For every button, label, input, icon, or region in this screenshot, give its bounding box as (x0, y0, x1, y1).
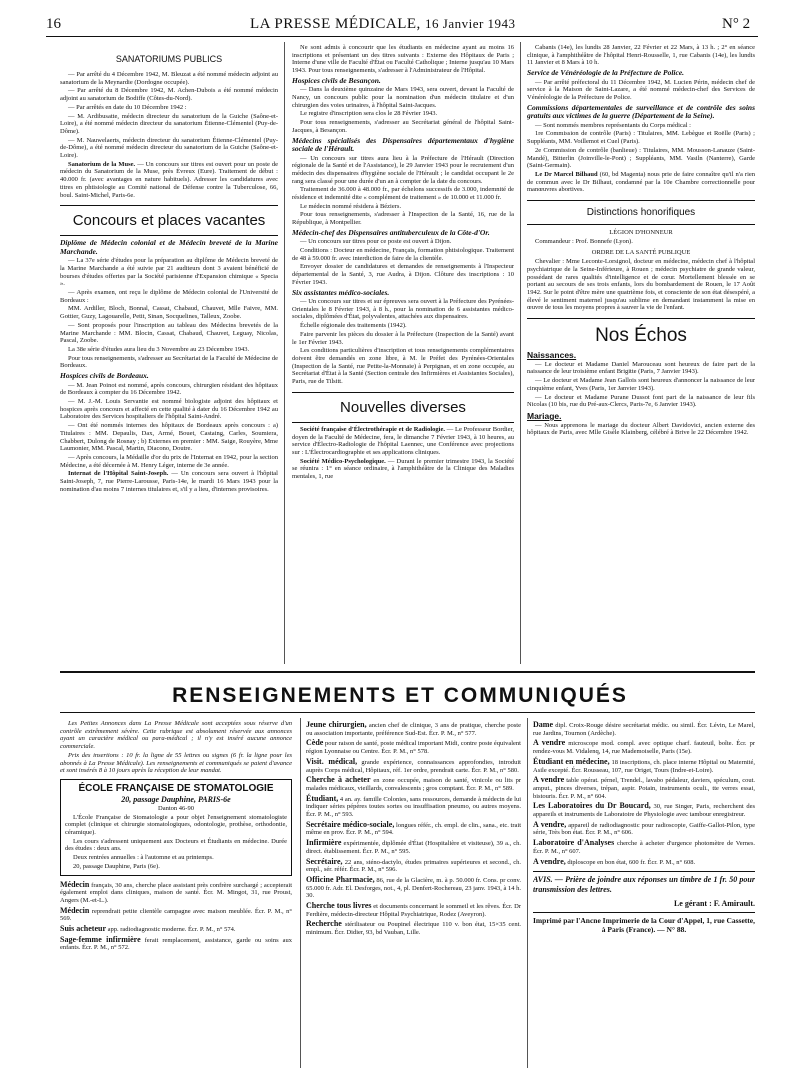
electro-title: Société française d'Électrothérapie et de Radiologie. (300, 425, 445, 433)
commissions-para: 1re Commission de contrôle (Paris) : Titulaires, MM. Lebègue et Roëlle (Paris) ; Suppléants, MM. Voillemot et Cuel (Paris). (527, 130, 755, 146)
annonce-text: 30, rue Singer, Paris, recherchent des appareils et instruments de Laboratoire de Physiologie avec tambour enregistreur. (533, 803, 755, 819)
annonce-item (306, 720, 521, 737)
bordeaux-heading: Hospices civils de Bordeaux. (60, 371, 149, 381)
cont-para: Cabanis (14e), les lundis 28 Janvier, 22 Février et 22 Mars, à 13 h. ; 2° en séance clinique, à l'amphithéâtre de l'hôpital Henri-Rousselle, 1, rue Cabanis (14e), les lundis 11 Janvier et 8 Mars à 10 h. (527, 44, 755, 67)
annonce-item (533, 820, 755, 837)
annonce-text: appareil de radiodiagnostic pour radioscopie, Gaiffe-Gallot-Pilon, type série, Très bon état. Écr. P. M., n° 606. (533, 821, 755, 837)
annonce-text: dipl. Croix-Rouge désire secrétariat médic. ou simil. Écr. Lévin, Le Marel, rue Jardins, Tournon (Ardèche). (533, 722, 755, 737)
annonce-text: et documents concernant le sommeil et les rêves. Écr. Dr Ferdière, médecin-directeur Hôpital Psychiatrique, Rodez (Aveyron). (306, 903, 521, 918)
annonces-column-2 (306, 720, 521, 1070)
section-rule (60, 235, 278, 236)
column-2 (292, 44, 514, 664)
column-divider (300, 718, 301, 1068)
annonce-text: app. radiodiagnostic moderne. Écr. P. M., n° 574. (107, 926, 236, 934)
ecole-para: 20, passage Dauphine, Paris (6e). (73, 862, 160, 870)
legion-heading: LÉGION D'HONNEUR (609, 229, 673, 237)
muse-item (60, 161, 278, 200)
avis-notice: AVIS. — Prière de joindre aux réponses un timbre de 1 fr. 50 pour transmission des lettres. (533, 875, 755, 894)
annonce-item (533, 857, 755, 867)
psycho-text: — Durant le premier trimestre 1943, la Société se réunira : 1° en séance ordinaire, à l'amphithéâtre de la Clinique des Maladies mentales, 1, rue (292, 457, 514, 481)
annonce-lead: Cherche tous livres (306, 901, 372, 911)
annonce-lead: A vendre, (533, 819, 567, 829)
commissions-para: 2e Commission de contrôle (banlieue) : Titulaires, MM. Mousson-Lanauze (Saint-Mandé), Bitterlin (Joinville-le-Pont) ; Suppléants, MM. Vasiln (Nanterre), Garde (Saint-Germain). (527, 146, 755, 170)
annonce-item (533, 720, 755, 737)
annonce-text: cherche à acheter d'urgence photomètre de Vernes. Écr. P. M., n° 607. (533, 840, 755, 855)
sante-text: Chevalier : Mme Leconte-Lorsignol, docteur en médecine, médecin chef à l'hôpital psychiatrique de la Seine-Inférieure, à Rouen ; médecin psychiatre de grande valeur, possédant de rares qualités d'intelligence et de cœur. Mortellement blessée en se portant au secours de ses trois enfants, lors du bombardement de Rouen, le 17 Août 1942. Sur le point d'être mère une quatrième fois, et consciente de son état désespéré, a élevé le sentiment maternel jusqu'au sublime en demandant instamment la mise en œuvre de tous les moyens propres à sauver la vie de l'enfant. (527, 258, 755, 312)
legion-text: Commandeur : Prof. Bonnefe (Lyon). (535, 237, 633, 245)
annonce-text: 22 ans, sténo-dactylo, études primaires supérieures et second., ch. empl., sér. référ. Écr. P. M., n° 596. (306, 858, 521, 874)
naissances-para: — Le docteur et Madame Daniel Marouceau sont heureux de faire part de la naissance de leur troisième enfant Brigitte (Paris, 7 Janvier 1943). (527, 360, 755, 376)
cotedor-heading: Médecin-chef des Dispensaires antituberculeux de la Côte-d'Or. (292, 227, 490, 237)
sanatoriums-heading: SANATORIUMS PUBLICS (115, 54, 223, 64)
annonce-item (533, 738, 755, 755)
annonce-text: 86, rue de la Glacière, m. à p. 50.000 fr. Cons. pr conv. 65.000 fr. Adr. El. Desforges, not., 4, pl. Denfert-Rochereau, 23 janv. 1943, à 14 h. 30. (306, 876, 521, 900)
section-rule (527, 318, 755, 319)
band-rule-top (60, 671, 755, 673)
electro-text: — Le Professeur Bordier, doyen de la Faculté de Médecine, fera, le dimanche 7 Février 1943, à 10 heures, au service d'Électro-Radiologie de l'hôpital Laennec, une Conférence avec projections sur : L'Électrocardiographie et ses applications cliniques. (292, 425, 514, 456)
sanatoriums-para: — M. Ardibusatte, médecin directeur du sanatorium de la Guiche (Saône-et-Loire), a été nommé médecin directeur du sanatorium Étienne-Clémentel (Puy-de-Dôme). (60, 112, 278, 135)
annonce-text: pour raison de santé, poste médical important Midi, contre poste équivalent région Lyonnaise ou Centre. Écr. P. M., n° 578. (306, 740, 521, 756)
annonce-text: 4 an. ay. famille Colonies, sans ressources, demande à médecin de lui indiquer séries pépères toutes sortes ou insuffisation pneumo, ou autres moyens. Écr. P. M., n° 593. (306, 795, 521, 819)
mariage-text: — Nous apprenons le mariage du docteur Albert Davidovici, ancien externe des hôpitaux de Paris, avec Mlle Gisèle Klainberg, célébré à Brive le 22 Décembre 1942. (527, 421, 755, 437)
annonce-lead: Recherche (306, 919, 342, 929)
annonce-item (60, 935, 292, 952)
concours-heading: Concours et places vacantes (72, 212, 266, 230)
commissions-para: — Sont nommés membres représentants du Corps médical : (535, 121, 691, 129)
intro-para: Ne sont admis à concourir que les étudiants en médecine ayant au moins 16 inscriptions et présentant un des titres suivants : Externe des Hôpitaux de Paris ; Interne d'une ville de Faculté d'État ou Faculté Catholique ; Interne jusqu'au 10 Mars 1943. Pour tous renseignements, s'adresser à l'Administrateur de l'Hôpital. (292, 44, 514, 75)
annonce-item (306, 901, 521, 918)
annonce-text: expérimentée, diplômée d'État (Hospitalière et visiteuse), 39 a., ch. direct. établissement. Écr. P. M., n° 595. (306, 840, 521, 855)
sante-heading: ORDRE DE LA SANTÉ PUBLIQUE (591, 249, 691, 257)
annonce-text: table opérat. pérnel, Trendel., lavabo pédaleur, daviers, spéculum, cout. amput., pinces diverses, trépan, aspir. Potain, instruments oculi., tte verres essai, bistouris. Écr. P. M., n° 604. (533, 777, 755, 800)
annonce-text: stérilisateur ou Poupinel électrique 110 v. bon état, 15×35 cent. minimum. Écr. Didier, 93, bd Vauban, Lille. (306, 921, 521, 937)
saintjoseph-text: — Un concours sera ouvert à l'hôpital Saint-Joseph, 7, rue Pierre-Larousse, Paris-14e, le mardi 16 Mars 1943 pour la nomination d'au moins 7 internes titulaires et, s'il y a lieu, d'internes provisoires. (60, 470, 278, 493)
annonce-lead: Étudiant, (306, 793, 339, 803)
annonce-item (533, 838, 755, 855)
besancon-para: — Dans la deuxième quinzaine de Mars 1943, sera ouvert, devant la Faculté de Nancy, un concours public pour la nomination d'un médecin titulaire et d'un chirurgien des voies urinaires, à l'hôpital Saint-Jacques. (292, 86, 514, 109)
page-number: 16 (46, 16, 61, 32)
saintjoseph-item (60, 470, 278, 493)
six-assistantes-heading: Six assistantes médico-sociales. (292, 287, 390, 297)
annonce-text: ancien chef de clinique, 3 ans de pratique, cherche poste ou association importante, préférence Sud-Est. Écr. P. M., n° 577. (306, 722, 521, 737)
section-rule (533, 912, 755, 913)
column-divider (520, 42, 521, 664)
annonce-item (533, 801, 755, 818)
ecole-para: L'École Française de Stomatologie a pour objet l'enseignement stomatologiste complet (clinique et chirurgie stomatologiques, odontologie, prothèse, orthodontie, céramique). (65, 813, 287, 837)
diplome-para: — Après examen, ont reçu le diplôme de Médecin colonial de l'Université de Bordeaux : (60, 289, 278, 304)
imprime-line: Imprimé par l'Ancne Imprimerie de la Cour d'Appel, 1, rue Cassette, à Paris (France). — N° 88. (533, 915, 755, 934)
herault-para: Pour tous renseignements, s'adresser à l'Inspection de la Santé, 16, rue de la République, à Montpellier. (292, 211, 514, 227)
diplome-para: — La 37e série d'études pour la préparation au diplôme de Médecin breveté de la Marine Marchande a été suivie par 21 auditeurs dont 3 avaient bénéficié de bourses d'études offertes par la Société parisienne d'Expansion chimique « Specia ». (60, 257, 278, 288)
annonces-intro: Les Petites Annonces dans La Presse Médicale sont acceptées sous réserve d'un contrôle extrêmement sévère. Cette rubrique est absolument réservée aux annonces ayant un caractère médical ou para-médical ; il n'y est inséré aucune annonce commerciale. (60, 720, 292, 751)
issue-number: N° 2 (722, 16, 751, 32)
veneriologie-heading: Service de Vénéréologie de la Préfecture de Police. (527, 68, 685, 78)
six-assistantes-para: Faire parvenir les pièces du dossier à la Préfecture (Inspection de la Santé) avant le 1er Février 1943. (292, 330, 514, 346)
annonce-lead: Étudiant en médecine, (533, 756, 610, 766)
annonce-lead: Dame (533, 720, 553, 729)
annonce-lead: Officine Pharmacie, (306, 874, 375, 884)
bordeaux-para: — M. J.-M. Louis Servantie est nommé biologiste adjoint des hôpitaux et hospices après concours et affecté en cette qualité à dater du 16 Décembre 1942 au Laboratoire des Services hospitaliers de l'hôpital Saint-André. (60, 398, 278, 421)
annonce-item (60, 906, 292, 923)
herault-para: — Un concours sur titres aura lieu à la Préfecture de l'Hérault (Direction régionale de la Santé et de l'Assistance), le 29 Janvier 1943 pour le recrutement d'un médecin des dispensaires d'hygiène sociale de l'Hérault ; le candidat occupant le 2e rang sera classé pour une durée d'un an à compter de la date du concours. (292, 154, 514, 185)
bordeaux-para: — M. Jean Poinot est nommé, après concours, chirurgien résidant des hôpitaux de Bordeaux à compter du 16 Décembre 1942. (60, 381, 278, 397)
gerant-line: Le gérant : F. Amirault. (673, 899, 755, 909)
section-rule (60, 205, 278, 206)
section-rule (533, 871, 755, 872)
naissances-label: Naissances. (527, 350, 577, 361)
annonce-item (306, 794, 521, 819)
besancon-heading: Hospices civils de Besançon. (292, 75, 381, 85)
diplome-para: Pour tous renseignements, s'adresser au Secrétariat de la Faculté de Médecine de Bordeaux. (60, 354, 278, 370)
distinctions-heading: Distinctions honorifiques (586, 207, 696, 219)
annonce-item (60, 924, 292, 934)
diplome-para: — Sont proposés pour l'inscription au tableau des Médecins brevetés de la Marine Marchande : MM. Blocin, Cassat, Chabaud, Chauvet, Leguay, Nicolas, Pascal, Zoobe. (60, 321, 278, 345)
annonce-item (306, 919, 521, 936)
annonce-text: ferait remplacement, assistance, garde ou soins aux enfants. Écr. P. M., n° 572. (60, 936, 292, 952)
veneriologie-text: — Par arrêté préfectoral du 11 Décembre 1942, M. Lucien Périn, médecin chef de service à la Maison de Saint-Lazare, a été nommé médecin-chef des Services de Vénéréologie de la Préfecture de Police. (527, 78, 755, 102)
annonce-lead: Médecin (60, 905, 90, 915)
mariage-label: Mariage. (527, 411, 562, 421)
annonce-lead: Laboratoire d'Analyses (533, 838, 615, 848)
sanatoriums-para: — Par arrêté du 8 Décembre 1942, M. Achen-Dubois a été nommé médecin adjoint au sanatorium de Bodiffe (Côtes-du-Nord). (60, 87, 278, 103)
commissions-heading: Commissions départementales de surveillance et de contrôle des soins gratuits aux victimes de la guerre (Département de la Seine). (527, 102, 755, 121)
issue-date: 16 Janvier 1943 (425, 16, 516, 31)
annonce-lead: A vendre (533, 775, 565, 785)
cotedor-para: Envoyer dossier de candidatures et demandes de renseignements à l'Inspecteur départemental de la Santé, 3, rue Audra, à Dijon. Clôture des inscriptions : 10 Février 1943. (292, 263, 514, 286)
ecole-para: Deux rentrées annuelles : à l'automne et au printemps. (73, 854, 214, 862)
electro-item (292, 426, 514, 457)
annonce-text: français, 30 ans, cherche place assistant près confrère surchargé ; accepterait également emploi dans cliniques, maison de santé. Écr. M. Mingot, 31, rue Proust, Angers (M.-et-L.). (60, 881, 292, 904)
column-divider (527, 718, 528, 1068)
muse-title: Sanatorium de la Muse. (68, 160, 136, 168)
annonce-lead: Sage-femme infirmière (60, 934, 141, 944)
annonce-text: grande expérience, connaissances approfondies, introduit auprès Corps médical, Hôpitaux, réf. 1er ordre, prendrait carte. Écr. P. M., n° 580. (306, 758, 521, 774)
annonce-lead: Suis acheteur (60, 924, 106, 934)
section-rule (527, 224, 755, 225)
ecole-phone: Danton 46-90 (158, 804, 194, 812)
besancon-para: Le registre d'inscription sera clos le 28 Février 1943. (300, 110, 438, 118)
band-rule-bottom (60, 712, 755, 713)
herault-para: Le médecin nommé résidera à Béziers. (300, 202, 402, 210)
annonce-lead: Cède (306, 738, 324, 748)
six-assistantes-para: Échelle régionale des traitements (1942). (300, 322, 407, 330)
annonce-item (306, 875, 521, 900)
annonce-lead: Jeune chirurgien, (306, 720, 367, 729)
muse-text: — Un concours sur titres est ouvert pour un poste de médecin du Sanatorium de la Muse, près Évreux (Eure). Traitement de début : 40.000 fr. (avec avantages en nature habituels). Adresser les candidatures avec titres en phtisiologie au Comité national de Défense contre la Tuberculose, 66, boul. Saint-Michel, Paris-6e. (60, 160, 278, 199)
annonce-text: reprendrait petite clientèle campagne avec maison meublée. Écr. P. M., n° 569. (60, 907, 292, 923)
ecole-box (60, 779, 292, 876)
naissances-para: — Le docteur et Madame Jean Gallois sont heureux d'annoncer la naissance de leur cinquième enfant, Yves (Paris, 1er Janvier 1943). (527, 377, 755, 392)
annonce-item (60, 880, 292, 905)
section-rule (292, 392, 514, 393)
besancon-para: Pour tous renseignements, s'adresser au Secrétariat général de l'hôpital Saint-Jacques, à Besançon. (292, 119, 514, 134)
psycho-title: Société Médico-Psychologique. (300, 457, 386, 465)
sanatoriums-para: — Par arrêté du 4 Décembre 1942, M. Bleuzat a été nommé médecin adjoint au sanatorium de la Meynardie (Dordogne occupée). (60, 71, 278, 86)
annonce-item (306, 857, 521, 874)
diplome-para: MM. Ardiller, Bloch, Bonnal, Cassat, Chabaud, Chauvet, Mlle Faivre, MM. Gottier, Guzy, Lagouarelle, Petit, Sinan, Socquelines, Talleux, Zoobe. (60, 305, 278, 321)
journal-name: LA PRESSE MÉDICALE, (250, 16, 421, 32)
column-divider (284, 42, 285, 664)
annonce-text: longues référ., ch. empl. de clin., sana., etc. trait même en prov. Écr. P. M., n° 594. (306, 821, 521, 837)
annonce-lead: Visit. médical, (306, 756, 358, 766)
bordeaux-para: — Après concours, la Médaille d'or du prix de l'Internat en 1942, pour la section Médecine, a été décernée à M. Henry Léger, interne de 3e année. (60, 453, 278, 469)
journal-title (250, 16, 516, 33)
annonce-lead: Cherche à acheter (306, 775, 371, 785)
column-3 (527, 44, 755, 664)
ecole-address: 20, passage Dauphine, PARIS-6e (121, 794, 231, 804)
echos-heading: Nos Échos (595, 325, 687, 347)
annonce-lead: Médecin (60, 879, 90, 889)
annonce-item (306, 838, 521, 855)
header-rule (46, 36, 758, 37)
six-assistantes-para: Les conditions particulières d'inscription et tous renseignements complémentaires doivent être demandés en zone libre, à M. le Préfet des Pyrénées-Orientales (Inspection de la Santé, rue Petite-la-Monnaie) à Perpignan, et en zone occupée, au Secrétariat d'État à la Santé (Section centrale des Infirmières et Assistantes Sociales), Paris, rue de Tilsitt. (292, 347, 514, 386)
annonce-text: diploscope en bon état, 600 fr. Écr. P. M., n° 608. (567, 858, 696, 866)
ecole-para: Les cours s'adressent uniquement aux Docteurs et Étudiants en médecine. Durée des études : deux ans. (65, 837, 287, 853)
annonce-item (533, 775, 755, 800)
section-rule (527, 200, 755, 201)
annonce-text: en zone occupée, maison de santé, vinicole ou lits pr malades médicaux, vieillards, convalescents ; gros comptant. Écr. P. M., n° 589. (306, 777, 521, 792)
ecole-title: ÉCOLE FRANÇAISE DE STOMATOLOGIE (78, 782, 274, 794)
section-rule (292, 422, 514, 423)
sanatoriums-para: — Par arrêtés en date du 10 Décembre 1942 : (68, 103, 187, 111)
annonce-item (533, 757, 755, 774)
annonces-column-3 (533, 720, 755, 1070)
cotedor-para: Conditions : Docteur en médecine, Français, formation phtisiologique. Traitement de 48 à 59.000 fr. avec interdiction de faire de la clientèle. (292, 247, 514, 262)
six-assistantes-para: — Un concours sur titres et sur épreuves sera ouvert à la Préfecture des Pyrénées-Orientales le 8 Février 1943, à 8 h., pour la nomination de 6 assistantes médico-sociales, diplômées d'État, polyvalentes, attachées aux dispensaires. (292, 298, 514, 321)
annonce-text: microscope mod. compl. avec optique charf. fauteuil, boîte. Écr. pr rendez-vous M. Vidalenq, 14, rue Mademoiselle, Paris (15e). (533, 740, 755, 756)
annonce-item (306, 738, 521, 755)
annonce-lead: A vendre, (533, 856, 566, 866)
naissances-para: — Le docteur et Madame Purane Dussot font part de la naissance de leur fils Nicolas (10 bis, rue du Pré-aux-Clercs, Paris-7e, 6 Janvier 1943). (527, 393, 755, 409)
nouvelles-heading: Nouvelles diverses (340, 398, 466, 416)
bordeaux-para: — Ont été nommés internes des hôpitaux de Bordeaux après concours : a) Titulaires : MM. Depaulis, Dax, Armé, Bouet, Castaing, Carles, Soumiera, Chabbert, Dulong de Rosnay ; b) Externes en premier : MM. Saige, Rouyère, Mme Laumonier, MM. Pascal, Martin, Diacono, Doutre. (60, 422, 278, 453)
annonce-item (306, 775, 521, 792)
annonce-lead: Secrétaire médico-sociale, (306, 819, 395, 829)
sanatoriums-para: — M. Nauwelaerts, médecin directeur du sanatorium Étienne-Clémentel (Puy-de-Dôme), a été nommé médecin directeur du sanatorium de la Guiche (Saône-et-Loire). (60, 136, 278, 160)
annonce-lead: Secrétaire, (306, 856, 343, 866)
herault-heading: Médecins spécialisés des Dispensaires départementaux d'hygiène sociale de l'Hérault. (292, 135, 514, 154)
diplome-para: La 38e série d'études aura lieu du 3 Novembre au 23 Décembre 1943. (68, 345, 250, 353)
renseignements-heading: RENSEIGNEMENTS ET COMMUNIQUÉS (172, 684, 628, 707)
annonce-item (306, 820, 521, 837)
diplome-heading: Diplôme de Médecin colonial et de Médecin breveté de la Marine Marchande. (60, 238, 278, 256)
annonce-lead: Les Laboratoires du Dr Boucard, (533, 801, 651, 811)
bilhaud-item (527, 171, 755, 194)
bilhaud-title: Le Dr Marcel Bilhaud (535, 170, 598, 178)
annonce-lead: A vendre (533, 738, 566, 748)
cotedor-para: — Un concours sur titres pour ce poste est ouvert à Dijon. (300, 238, 452, 246)
annonce-item (306, 757, 521, 774)
herault-para: Traitement de 36.000 à 48.000 fr., par échelons successifs de 3.000, indemnité de résidence et indemnité dite « complément de traitement » de 10.000 et 11.000 fr. (292, 186, 514, 202)
psycho-item (292, 458, 514, 481)
annonce-lead: Infirmière (306, 838, 342, 848)
annonce-text: 18 inscriptions, ch. place interne Hôpital ou Maternité, Asile excepté. Écr. Rousseau, 107, rue Origet, Tours (Indre-et-Loire). (533, 758, 755, 774)
bilhaud-text: (60, bd Magenta) nous prie de faire connaître qu'il n'a rien de commun avec le Dr Bilhaut, condamné par la 10e Chambre correctionnelle pour manœuvres abortives. (527, 170, 755, 194)
saintjoseph-title: Internat de l'Hôpital Saint-Joseph. (68, 470, 169, 478)
annonces-column-1 (60, 720, 292, 1070)
annonces-prix: Prix des insertions : 10 fr. la ligne de 55 lettres ou signes (6 fr. la ligne pour les abonnés à La Presse Médicale). Les renseignements et communiqués se paient d'avance et sont insérés 8 à 10 jours après la réception de leur mandat. (60, 751, 292, 775)
column-1 (60, 44, 278, 664)
